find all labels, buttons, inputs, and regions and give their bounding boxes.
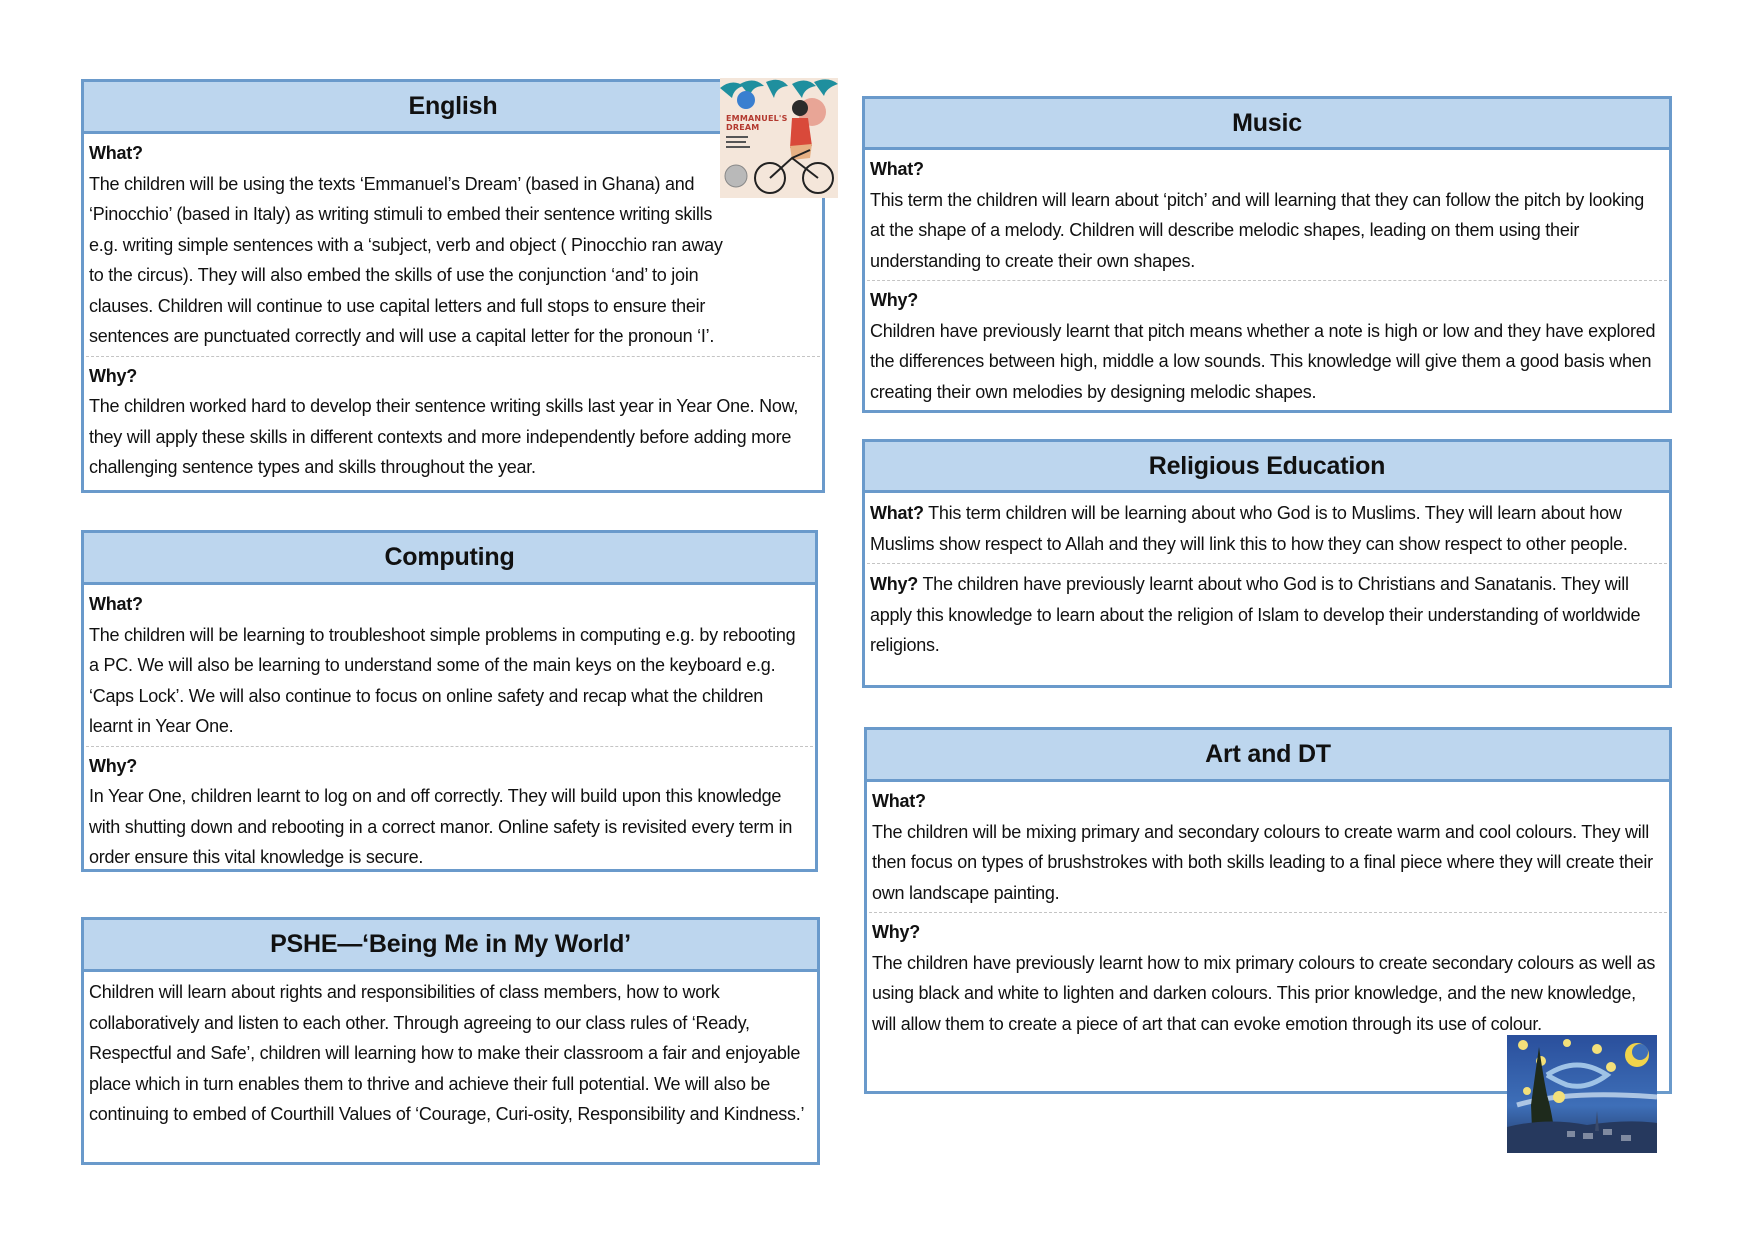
re-what-text: This term children will be learning about who God is to Muslims. They will learn about how Muslims show respect to Allah and they will link this to how they can show respect to other people.: [870, 503, 1628, 554]
computing-what-text: The children will be learning to troubleshoot simple problems in computing e.g. by rebooting a PC. We will also be learning to understand some of the main keys on the keyboard e.g. ‘Caps Lock’. We will also continue to focus on online safety and recap what the children learnt in Year One.: [89, 624, 796, 736]
computing-panel: [81, 530, 818, 872]
art-title: Art and DT: [867, 730, 1669, 782]
music-panel: [862, 96, 1672, 413]
re-why-text: The children have previously learnt about who God is to Christians and Sanatanis. They will apply this knowledge to learn about the religion of Islam to develop their understanding of worldwide religions.: [870, 574, 1641, 655]
pshe-title: PSHE—‘Being Me in My World’: [84, 920, 817, 972]
english-why-text: The children worked hard to develop their sentence writing skills last year in Year One. Now, they will apply these skills in different contexts and more independently before adding more challenging sentence types and skills throughout the year.: [89, 396, 799, 477]
computing-why-section: [84, 747, 815, 877]
re-what-section: [865, 493, 1669, 563]
music-what-section: [865, 150, 1669, 280]
pshe-body-section: [84, 972, 817, 1134]
what-label: What?: [872, 791, 926, 811]
english-why-section: [84, 357, 822, 487]
music-title: Music: [865, 99, 1669, 150]
why-label: Why?: [89, 365, 137, 386]
what-label: What?: [89, 594, 143, 614]
what-label: What?: [870, 159, 924, 179]
computing-title: Computing: [84, 533, 815, 585]
book-cover-illustration: [720, 78, 838, 198]
art-what-section: [867, 782, 1669, 912]
english-panel: [81, 79, 825, 493]
why-label: Why?: [89, 755, 137, 776]
english-what-text: The children will be using the texts ‘Emmanuel’s Dream’ (based in Ghana) and ‘Pinocchio’ (based in Italy) as writing stimuli to embed their sentence writing skills e.g. writing simple sentences with a ‘subject, verb and object ( Pinocchio ran away to the circus). They will also embed the skills of use the conjunction ‘and’ to join clauses. Children will continue to use capital letters and full stops to ensure their sentences are punctuated correctly and will use a capital letter for the pronoun ‘I’.: [89, 173, 723, 346]
book-title-text: EMMANUEL'S DREAM: [726, 114, 788, 132]
pshe-body-text: Children will learn about rights and responsibilities of class members, how to work collaboratively and listen to each other. Through agreeing to our class rules of ‘Ready, Respectful and Safe’, children will learning how to make their classroom a fair and enjoyable place which in turn enables them to thrive and achieve their full potential. We will also be continuing to embed of Courthill Values of ‘Courage, Curi-osity, Responsibility and Kindness.’: [89, 982, 805, 1124]
why-label: Why?: [872, 922, 920, 942]
music-what-text: This term the children will learn about ‘pitch’ and will learning that they can follow the pitch by looking at the shape of a melody. Children will describe melodic shapes, leading on them using their understanding to create their own shapes.: [870, 189, 1645, 271]
art-why-section: [867, 913, 1669, 1043]
re-why-section: [865, 564, 1669, 665]
art-what-text: The children will be mixing primary and secondary colours to create warm and cool colours. They will then focus on types of brushstrokes with both skills leading to a final piece where they will create their own landscape painting.: [872, 821, 1653, 903]
religious-education-panel: [862, 439, 1672, 688]
emmanuels-dream-book-cover-image: [720, 78, 838, 198]
why-label: Why?: [870, 574, 918, 594]
english-title: English: [84, 82, 822, 134]
what-label: What?: [89, 143, 143, 163]
why-label: Why?: [870, 290, 918, 310]
computing-why-text: In Year One, children learnt to log on and off correctly. They will build upon this knowledge with shutting down and rebooting in a correct manor. Online safety is revisited every term in order ensure this vital knowledge is secure.: [89, 786, 793, 867]
music-why-section: [865, 281, 1669, 411]
music-why-text: Children have previously learnt that pitch means whether a note is high or low and they have explored the differences between high, middle a low sounds. This knowledge will give them a good basis when creating their own melodies by designing melodic shapes.: [870, 320, 1656, 402]
starry-night-painting-image: [1507, 1035, 1657, 1153]
english-what-section: [84, 134, 822, 356]
starry-night-illustration: [1507, 1035, 1657, 1153]
computing-what-section: [84, 585, 815, 746]
what-label: What?: [870, 503, 924, 523]
pshe-panel: [81, 917, 820, 1165]
art-why-text: The children have previously learnt how to mix primary colours to create secondary colours as well as using black and white to lighten and darken colours. This prior knowledge, and the new knowledge, will allow them to create a piece of art that can evoke emotion through its use of colour.: [872, 952, 1656, 1034]
re-title: Religious Education: [865, 442, 1669, 493]
